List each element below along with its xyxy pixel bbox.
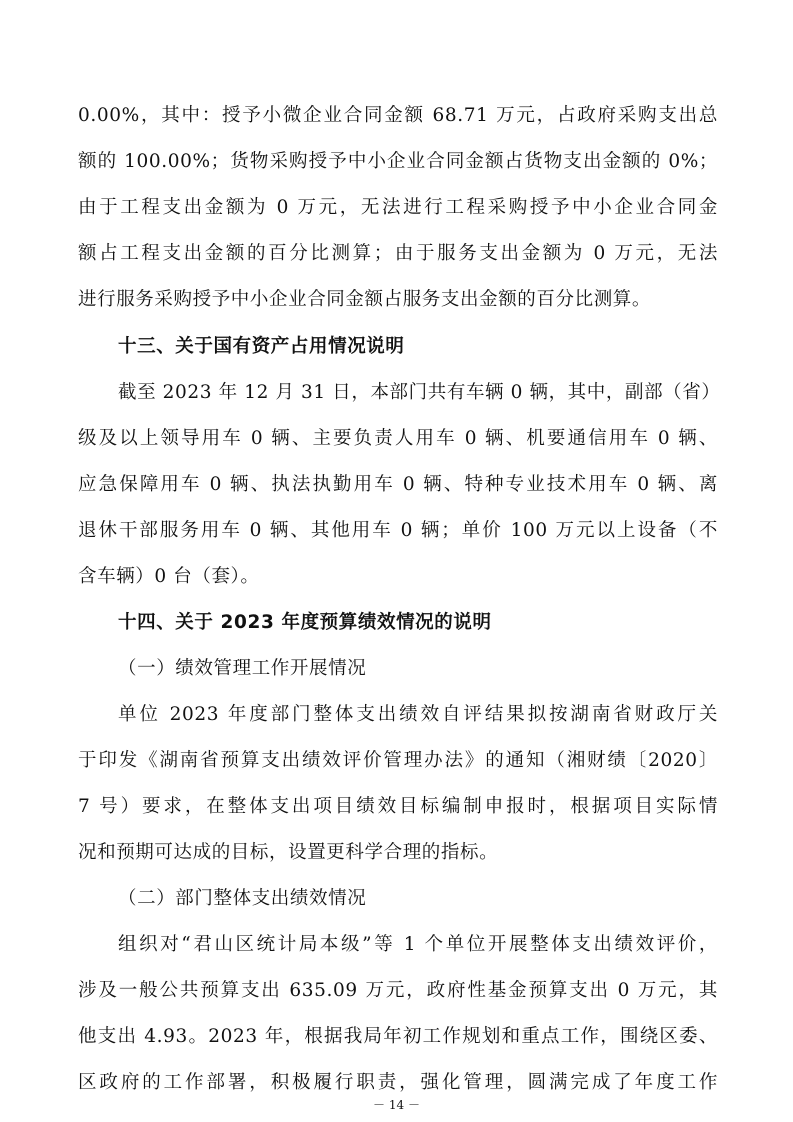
body-text-line: 7 号）要求，在整体支出项目绩效目标编制申报时，根据项目实际情 <box>78 796 718 817</box>
body-text-line: 额占工程支出金额的百分比测算；由于服务支出金额为 0 万元，无法 <box>78 243 718 264</box>
body-text-line: 退休干部服务用车 0 辆、其他用车 0 辆；单价 100 万元以上设备（不 <box>78 520 718 541</box>
section-heading-13: 十三、关于国有资产占用情况说明 <box>118 336 405 357</box>
body-text-line: 由于工程支出金额为 0 万元，无法进行工程采购授予中小企业合同金 <box>78 197 718 218</box>
body-text-line: 进行服务采购授予中小企业合同金额占服务支出金额的百分比测算。 <box>78 289 652 310</box>
body-text-line: 单位 2023 年度部门整体支出绩效自评结果拟按湖南省财政厅关 <box>118 704 718 725</box>
page-number: － 14 － <box>373 1098 420 1112</box>
body-text-line: 组织对“君山区统计局本级”等 1 个单位开展整体支出绩效评价， <box>118 934 718 955</box>
body-text-line: 于印发《湖南省预算支出绩效评价管理办法》的通知（湘财绩〔2020〕 <box>78 750 718 771</box>
body-text-line: 应急保障用车 0 辆、执法执勤用车 0 辆、特种专业技术用车 0 辆、离 <box>78 474 718 495</box>
body-text-line: 他支出 4.93。2023 年，根据我局年初工作规划和重点工作，围绕区委、 <box>78 1026 718 1047</box>
body-text-line: 况和预期可达成的目标，设置更科学合理的指标。 <box>78 842 499 863</box>
section-heading-14: 十四、关于 2023 年度预算绩效情况的说明 <box>118 612 492 633</box>
body-text-line: 区政府的工作部署，积极履行职责，强化管理，圆满完成了年度工作 <box>78 1072 718 1093</box>
body-text-line: 涉及一般公共预算支出 635.09 万元，政府性基金预算支出 0 万元，其 <box>78 980 718 1001</box>
body-text-line: 级及以上领导用车 0 辆、主要负责人用车 0 辆、机要通信用车 0 辆、 <box>78 428 718 449</box>
body-text-line: 0.00%，其中：授予小微企业合同金额 68.71 万元，占政府采购支出总 <box>78 105 718 126</box>
body-text-line: 额的 100.00%；货物采购授予中小企业合同金额占货物支出金额的 0%； <box>78 151 718 172</box>
body-text-line: 含车辆）0 台（套）。 <box>78 566 260 587</box>
body-text-line: 截至 2023 年 12 月 31 日，本部门共有车辆 0 辆，其中，副部（省） <box>118 382 721 403</box>
subsection-heading-1: （一）绩效管理工作开展情况 <box>118 658 367 679</box>
subsection-heading-2: （二）部门整体支出绩效情况 <box>118 888 367 909</box>
